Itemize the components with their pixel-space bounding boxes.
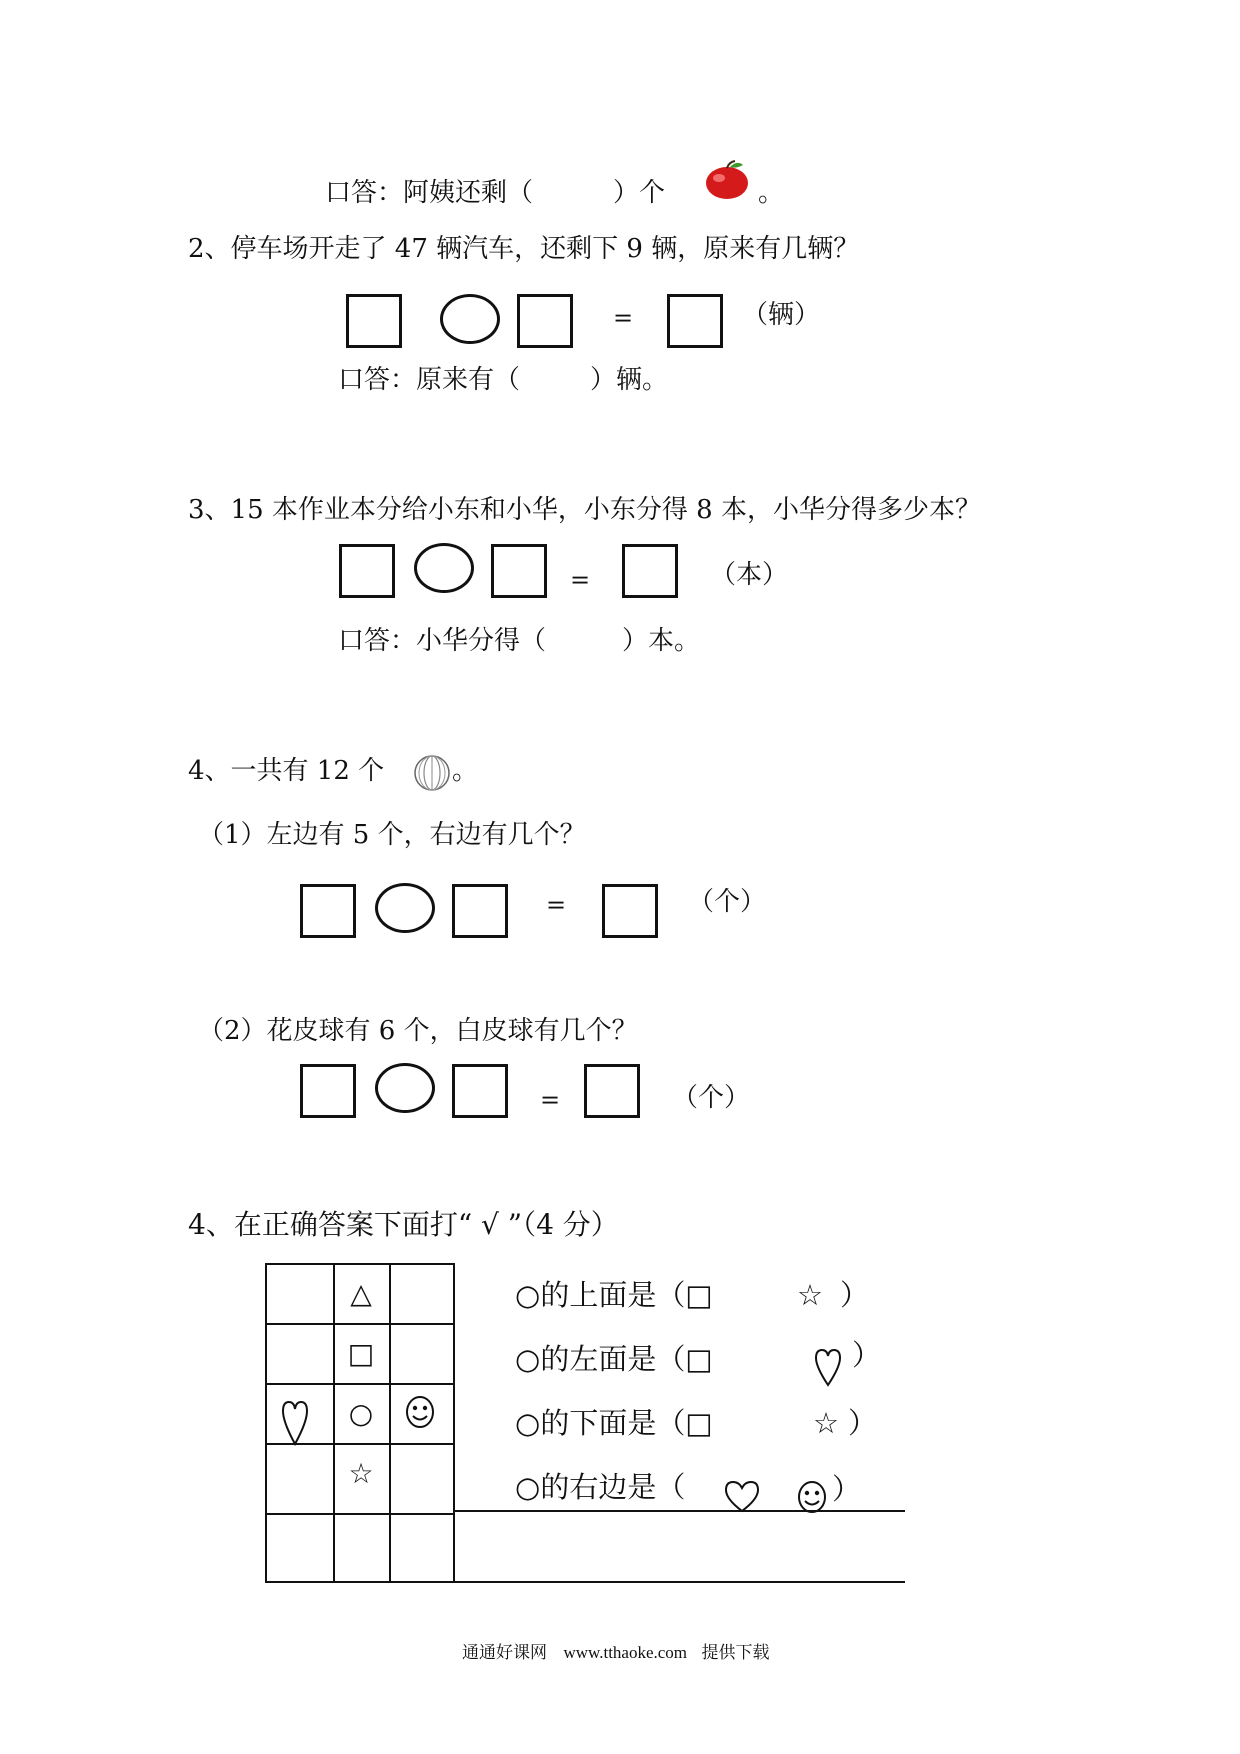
q3-box-2[interactable] bbox=[491, 544, 547, 598]
row-2-circle: ○ bbox=[515, 1342, 541, 1376]
q5-row-1 bbox=[515, 1278, 713, 1312]
q5-row-3 bbox=[515, 1406, 713, 1440]
row-3-circle: ○ bbox=[515, 1406, 541, 1440]
ball-icon bbox=[412, 753, 452, 793]
q1-answer-mid: ）个 bbox=[613, 178, 666, 208]
q4-sub1-question: （1）左边有 5 个，右边有几个？ bbox=[198, 820, 586, 850]
q2-answer-suffix: ）辆。 bbox=[590, 365, 669, 395]
row-4-circle: ○ bbox=[515, 1470, 541, 1504]
q3-answer-suffix: ）本。 bbox=[622, 626, 701, 656]
q4-sub2-equals: = bbox=[540, 1086, 561, 1114]
option-rule bbox=[455, 1510, 905, 1512]
q3-question: 3、15 本作业本分给小东和小华，小东分得 8 本，小华分得多少本？ bbox=[188, 495, 981, 525]
q2-answer bbox=[338, 363, 668, 397]
grid-vline-2 bbox=[389, 1263, 391, 1583]
q4-question bbox=[188, 754, 384, 788]
q4-sub1-unit: （个） bbox=[688, 887, 767, 917]
q4-sub1-equals: = bbox=[546, 891, 567, 919]
row-4-heart-icon[interactable] bbox=[722, 1479, 762, 1513]
q4-sub2-operator-oval[interactable] bbox=[375, 1063, 435, 1113]
footer-site-name: 通通好课网 bbox=[462, 1643, 547, 1662]
q2-question: 2、停车场开走了 47 辆汽车，还剩下 9 辆，原来有几辆？ bbox=[188, 234, 860, 264]
apple-icon bbox=[703, 160, 751, 200]
q3-operator-oval[interactable] bbox=[414, 543, 474, 593]
grid-triangle: △ bbox=[350, 1277, 372, 1310]
q2-box-1[interactable] bbox=[346, 294, 402, 348]
row-1-close: ） bbox=[840, 1278, 870, 1312]
footer-url[interactable]: www.tthaoke.com bbox=[563, 1643, 688, 1662]
grid-hline-1 bbox=[265, 1323, 455, 1325]
grid-star: ☆ bbox=[348, 1457, 374, 1490]
q3-box-result[interactable] bbox=[622, 544, 678, 598]
q2-box-2[interactable] bbox=[517, 294, 573, 348]
q4-sub1-box-2[interactable] bbox=[452, 884, 508, 938]
row-4-close: ） bbox=[832, 1472, 862, 1506]
row-2-opt1[interactable]: □ bbox=[685, 1342, 713, 1376]
row-2-close: ） bbox=[852, 1338, 882, 1372]
row-1-text: 的上面是（ bbox=[540, 1278, 686, 1312]
row-1-circle: ○ bbox=[515, 1278, 541, 1312]
q4-question-suffix: 。 bbox=[452, 756, 479, 786]
q2-unit: （辆） bbox=[742, 300, 821, 330]
q1-answer-prefix: 口答：阿姨还剩（ bbox=[325, 178, 534, 208]
q1-answer-end: 。 bbox=[758, 178, 785, 208]
q3-answer bbox=[338, 624, 700, 658]
grid-vline-1 bbox=[333, 1263, 335, 1583]
q5-row-2 bbox=[515, 1342, 713, 1376]
row-3-close: ） bbox=[848, 1406, 878, 1440]
smiley-icon bbox=[404, 1395, 436, 1429]
q2-box-result[interactable] bbox=[667, 294, 723, 348]
q2-operator-oval[interactable] bbox=[440, 294, 500, 344]
q4-sub2-box-2[interactable] bbox=[452, 1064, 508, 1118]
q4-sub2-unit: （个） bbox=[672, 1083, 751, 1113]
q3-box-1[interactable] bbox=[339, 544, 395, 598]
row-2-text: 的左面是（ bbox=[540, 1342, 686, 1376]
q4-sub2-box-result[interactable] bbox=[584, 1064, 640, 1118]
row-2-heart-icon[interactable] bbox=[813, 1347, 843, 1387]
q3-equals: = bbox=[570, 566, 591, 594]
row-1-opt1[interactable]: □ bbox=[685, 1278, 713, 1312]
q1-answer bbox=[325, 176, 665, 210]
q2-answer-prefix: 口答：原来有（ bbox=[338, 365, 521, 395]
q4-sub1-operator-oval[interactable] bbox=[375, 883, 435, 933]
q4-sub1-box-result[interactable] bbox=[602, 884, 658, 938]
q5-title: 4、在正确答案下面打“ √ ”（4 分） bbox=[188, 1208, 619, 1241]
grid-hline-4 bbox=[265, 1513, 455, 1515]
row-4-text: 的右边是（ bbox=[540, 1470, 686, 1504]
grid-circle: ○ bbox=[348, 1397, 374, 1430]
row-1-opt2[interactable]: ☆ bbox=[797, 1278, 823, 1312]
q2-equals: = bbox=[613, 304, 634, 332]
q3-unit: （本） bbox=[710, 560, 789, 590]
footer-suffix: 提供下载 bbox=[701, 1643, 770, 1662]
row-4-smiley-icon[interactable] bbox=[796, 1480, 828, 1514]
row-3-text: 的下面是（ bbox=[540, 1406, 686, 1440]
q4-sub2-question: （2）花皮球有 6 个，白皮球有几个？ bbox=[198, 1016, 638, 1046]
q4-sub1-box-1[interactable] bbox=[300, 884, 356, 938]
q5-row-4 bbox=[515, 1470, 685, 1504]
row-3-opt2[interactable]: ☆ bbox=[813, 1406, 839, 1440]
row-3-opt1[interactable]: □ bbox=[685, 1406, 713, 1440]
q3-answer-prefix: 口答：小华分得（ bbox=[338, 626, 547, 656]
q4-sub2-box-1[interactable] bbox=[300, 1064, 356, 1118]
q4-question-prefix: 4、一共有 12 个 bbox=[188, 756, 385, 786]
footer bbox=[462, 1638, 770, 1663]
grid-square: □ bbox=[347, 1337, 375, 1370]
bottom-rule bbox=[265, 1581, 905, 1583]
grid-hline-2 bbox=[265, 1383, 455, 1385]
heart-icon bbox=[280, 1398, 310, 1446]
